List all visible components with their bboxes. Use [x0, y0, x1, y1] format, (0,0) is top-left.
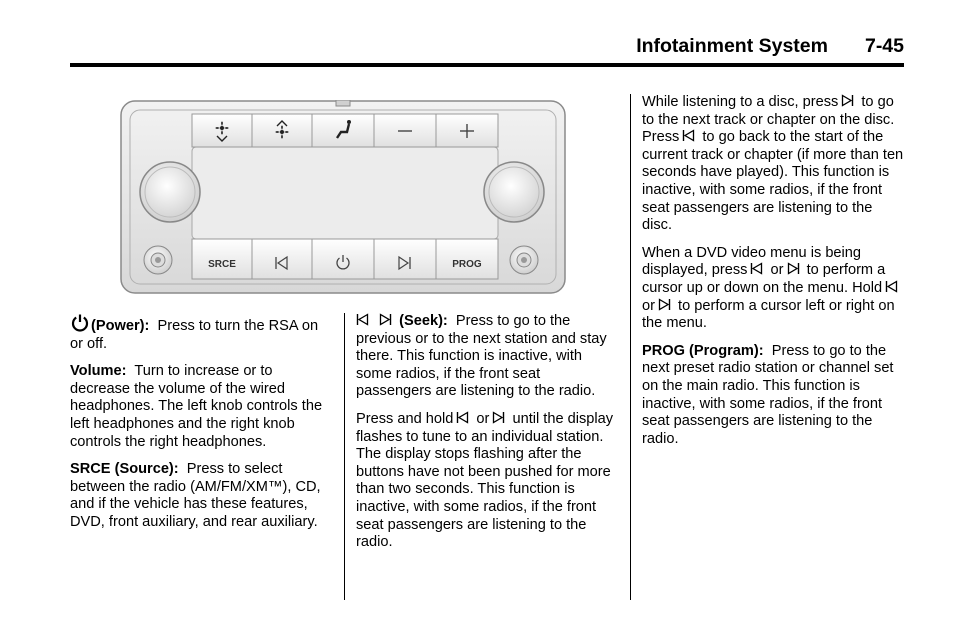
power-paragraph	[70, 313, 332, 353]
display-area	[192, 147, 498, 239]
header-rule	[70, 63, 904, 67]
srce-text: Press to select between the radio (AM/FM/XM™), CD, and if the vehicle has these features, DVD, front auxiliary, and rear auxiliary.	[70, 461, 321, 530]
seek-forward-icon	[492, 411, 505, 424]
prog-paragraph	[642, 343, 904, 449]
power-icon	[70, 313, 90, 333]
column-3	[642, 94, 904, 458]
volume-paragraph	[70, 363, 332, 451]
prog-label: PROG (Program):	[642, 342, 764, 359]
page-header	[70, 36, 904, 68]
column-divider-1	[344, 313, 345, 600]
seek-forward-button	[374, 239, 436, 279]
seek-forward-icon	[658, 298, 671, 311]
right-headphone-jack	[510, 246, 538, 274]
column-1	[70, 313, 332, 542]
top-button-row	[192, 114, 498, 147]
seek-back-icon	[750, 262, 763, 275]
seek-label: (Seek):	[399, 313, 448, 329]
seek-back-icon	[682, 129, 695, 142]
column-2	[356, 313, 618, 562]
seek-forward-icon	[379, 313, 392, 326]
seek-forward-icon	[787, 262, 800, 275]
prog-button-label: PROG	[452, 259, 482, 270]
disc-paragraph: While listening to a disc, press to go to the next track or chapter on the disc. Press to go back to the start of the current track or chapter (if more than ten seconds have played). This function is inactive, with some radios, if the front seat passengers are listening to the disc.	[642, 94, 904, 234]
volume-text: Turn to increase or to decrease the volume of the wired headphones. The left knob controls the left headphones and the right knob controls the right headphones.	[70, 363, 323, 450]
seek-forward-icon	[841, 94, 854, 107]
seek-back-icon	[456, 411, 469, 424]
column-divider-2	[630, 94, 631, 600]
rsa-control-panel-figure	[120, 100, 566, 296]
right-volume-knob	[484, 162, 544, 222]
air-flow-button	[312, 114, 374, 147]
seek-back-icon	[885, 280, 898, 293]
dvd-paragraph: When a DVD video menu is being displayed, press or to perform a cursor up or down on the menu. Hold or to perform a cursor left or right on the menu.	[642, 245, 904, 333]
seek-back-button	[252, 239, 312, 279]
rsa-panel-illustration	[120, 100, 566, 296]
srce-button-label: SRCE	[208, 259, 236, 270]
left-headphone-jack	[144, 246, 172, 274]
seek-back-icon	[356, 313, 369, 326]
power-text: Press to turn the RSA on or off.	[70, 318, 319, 352]
bottom-button-row	[192, 239, 498, 279]
srce-paragraph	[70, 461, 332, 531]
hold-paragraph: Press and hold or until the display flashes to tune to an individual station. The display stops flashing after the buttons have not been pushed for more than two seconds. This function is inactive, with some radios, if the front seat passengers are listening to the radio.	[356, 410, 614, 551]
left-volume-knob	[140, 162, 200, 222]
section-title: Infotainment System	[636, 35, 828, 57]
power-label: (Power):	[91, 318, 150, 334]
srce-label: SRCE (Source):	[70, 461, 179, 478]
seek-paragraph	[356, 313, 618, 401]
seek-text: Press to go to the previous or to the next station and stay there. This function is inactive, with some radios, if the front seat passengers are listening to the radio.	[356, 313, 607, 400]
page-number: 7-45	[864, 35, 904, 57]
volume-label: Volume:	[70, 363, 127, 380]
prog-text: Press to go to the next preset radio station or channel set on the main radio. This function is inactive, with some radios, if the front seat passengers are listening to the radio.	[642, 342, 894, 447]
